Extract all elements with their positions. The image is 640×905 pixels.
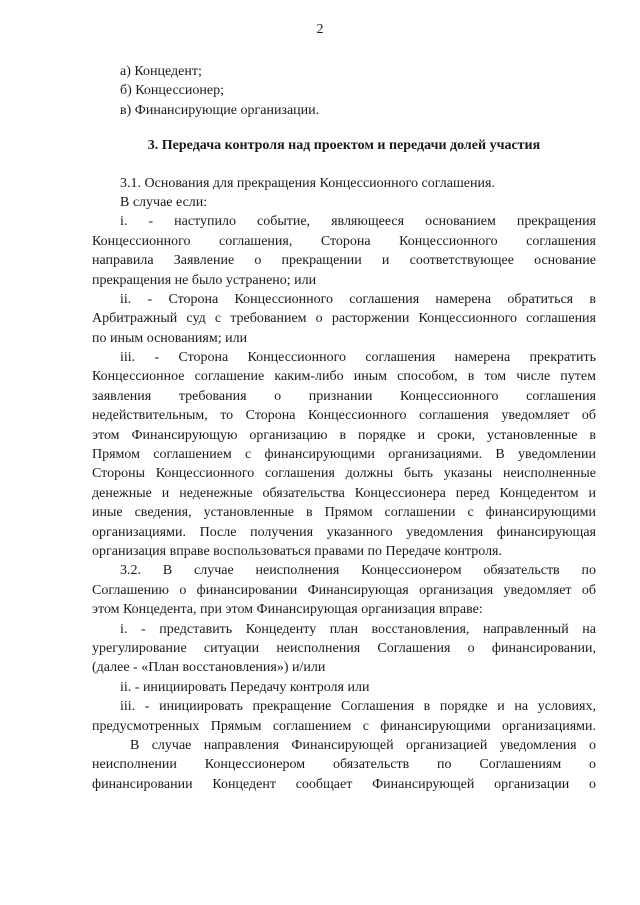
text-line: 3.2. В случае неисполнения Концессионером обязательств по <box>120 563 596 579</box>
list-item: а) Концедент; <box>120 64 202 79</box>
text-line: (далее - «План восстановления») и/или <box>92 660 326 676</box>
text-line: Концессионного соглашения, Сторона Концессионного соглашения <box>92 233 596 249</box>
text-line: денежные и неденежные обязательства Концессионера перед Концедентом и <box>92 485 596 501</box>
text-line: по иным основаниям; или <box>92 330 248 346</box>
list-item: в) Финансирующие организации. <box>120 102 320 118</box>
text-line: этом Концедента, при этом Финансирующая организация вправе: <box>92 602 483 618</box>
text-line: этом Финансирующую организацию в порядке и сроки, установленные в <box>92 427 596 443</box>
document-body <box>92 62 596 794</box>
text-line: урегулирование ситуации неисполнения Соглашения о финансировании, <box>92 640 596 656</box>
text-line: В случае если: <box>120 194 208 210</box>
text-line: 3.1. Основания для прекращения Концессионного соглашения. <box>120 175 495 191</box>
text-line: iii. - инициировать прекращение Соглашения в порядке и на условиях, <box>120 699 596 715</box>
section-text <box>92 174 596 795</box>
text-line: i. - представить Концеденту план восстановления, направленный на <box>120 621 596 637</box>
text-line: недействительным, то Сторона Концессионного соглашения уведомляет об <box>92 408 596 424</box>
text-line: организациями. После получения указанного уведомления финансирующая <box>92 524 596 540</box>
text-line: предусмотренных Прямым соглашением с финансирующими организациями. <box>92 718 596 734</box>
text-line: прекращения не было устранено; или <box>92 272 317 288</box>
text-line: организация вправе воспользоваться правами по Передаче контроля. <box>92 543 502 559</box>
list-item: б) Концессионер; <box>120 83 224 99</box>
party-list <box>92 62 596 120</box>
text-line: иные сведения, установленные в Прямом соглашении с финансирующими <box>92 505 596 521</box>
text-line: Прямом соглашением с финансирующими организациями. В уведомлении <box>92 447 596 463</box>
text-line: Стороны Концессионного соглашения должны быть указаны неисполненные <box>92 466 596 482</box>
text-line: направила Заявление о прекращении и соответствующее основание <box>92 253 596 269</box>
text-line: Концессионное соглашение каким-либо иным способом, в том числе путем <box>92 369 596 385</box>
text-line: Соглашению о финансировании Финансирующая организация уведомляет об <box>92 582 596 598</box>
text-line: i. - наступило событие, являющееся основанием прекращения <box>120 214 596 230</box>
text-line: заявления требования о признании Концессионного соглашения <box>92 388 596 404</box>
text-line: Арбитражный суд с требованием о расторжении Концессионного соглашения <box>92 311 596 327</box>
text-line: В случае направления Финансирующей организацией уведомления о <box>130 737 596 753</box>
text-line: ii. - инициировать Передачу контроля или <box>120 679 370 695</box>
text-line: финансировании Концедент сообщает Финансирующей организации о <box>92 776 596 792</box>
text-line: неисполнении Концессионером обязательств по Соглашениям о <box>92 757 596 773</box>
section-heading: 3. Передача контроля над проектом и передачи долей участия <box>147 138 541 154</box>
text-line: iii. - Сторона Концессионного соглашения намерена прекратить <box>120 350 596 366</box>
text-line: ii. - Сторона Концессионного соглашения намерена обратиться в <box>120 291 596 307</box>
page-number: 2 <box>316 22 324 37</box>
